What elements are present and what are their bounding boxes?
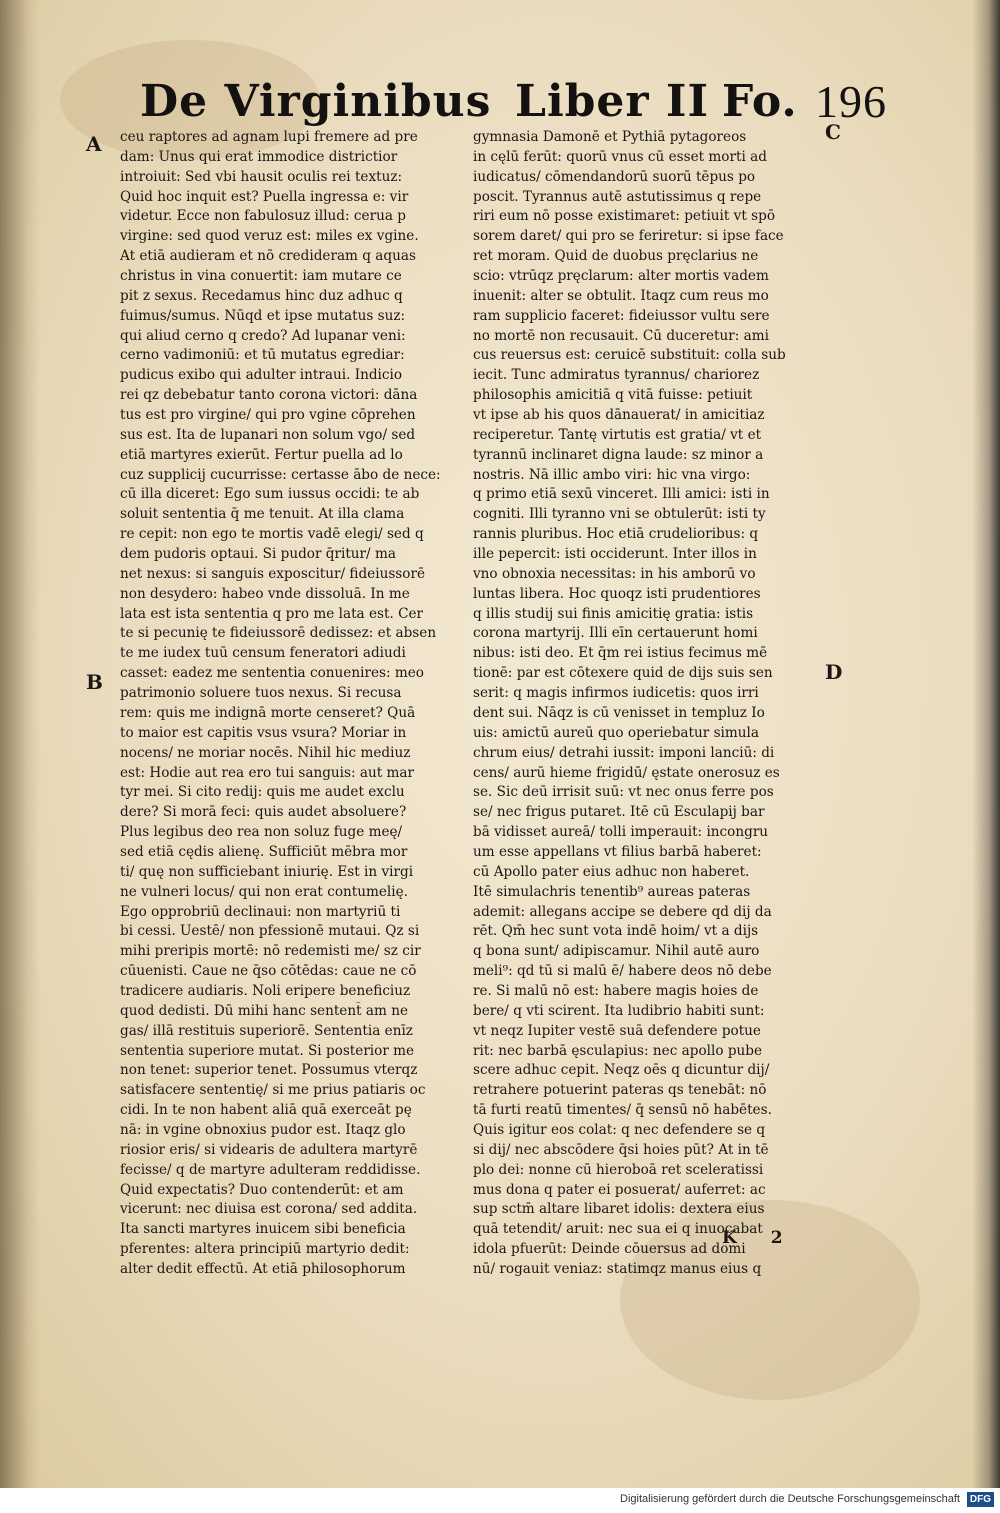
text-line: cū Apollo pater eius adhuc non haberet. — [473, 863, 750, 880]
text-column-left — [120, 128, 470, 1280]
text-line: vicerunt: nec diuisa est corona/ sed addita. — [120, 1201, 418, 1218]
text-line: Quid expectatis? Duo contenderūt: et am — [120, 1181, 404, 1198]
text-line: sententia superiore mutat. Si posterior me — [120, 1042, 415, 1059]
header-title: De Virginibus — [140, 76, 492, 127]
text-line: gymnasia Damonē et Pythiā pytagoreos — [473, 129, 747, 145]
header-folio-number: 196 — [815, 76, 887, 127]
text-line: re. Si malū nō est: habere magis hoies de — [473, 982, 759, 999]
text-line: soluit sententia q̄ me tenuit. At illa clama — [120, 506, 405, 523]
text-line: cerno vadimoniū: et tū mutatus egrediar: — [120, 347, 405, 364]
text-line: pferentes: altera principiū martyrio dedit: — [120, 1241, 410, 1258]
text-line: dere? Si morā feci: quis audet absoluere? — [120, 804, 407, 821]
text-line: dam: Unus qui erat immodice districtior — [120, 148, 398, 165]
text-line: casset: eadez me sententia conuenires: meo — [120, 665, 424, 682]
section-marker-d: D — [825, 660, 843, 684]
text-line: riosior eris/ si videaris de adultera martyrē — [120, 1141, 418, 1158]
text-line: pudicus exibo qui adulter intraui. Indicio — [120, 367, 403, 384]
text-line: rem: quis me indignā morte censeret? Quā — [120, 704, 416, 721]
text-line: serit: q magis infirmos iudicetis: quos irri — [473, 685, 759, 702]
text-line: scere adhuc cepit. Neqz oēs q dicuntur dij/ — [473, 1062, 770, 1079]
text-line: ceu raptores ad agnam lupi fremere ad pre — [120, 129, 418, 145]
text-line: scio: vtrūqz pręclarum: alter mortis vadem — [473, 268, 769, 285]
text-line: gas/ illā restituis superiorē. Sententia enīz — [120, 1022, 413, 1039]
text-line: mihi preripis mortē: nō redemisti me/ sz cir — [120, 943, 421, 960]
text-line: vt ipse ab his quos dānauerat/ in amicitiaz — [473, 407, 765, 424]
text-line: re cepit: non ego te mortis vadē elegi/ sed q — [120, 526, 424, 543]
text-line: qui aliud cerno q credo? Ad lupanar veni: — [120, 327, 406, 344]
text-line: nibus: isti deo. Et q̄m rei istius fecimus mē — [473, 645, 768, 662]
text-line: tyr mei. Si cito redij: quis me audet exclu — [120, 784, 405, 801]
text-line: etiā martyres exierūt. Fertur puella ad lo — [120, 446, 403, 463]
text-line: introiuit: Sed vbi hausit oculis rei textuz: — [120, 168, 403, 185]
signature-mark: K 2 — [722, 1228, 797, 1248]
text-line: ram supplicio faceret: fideiussor vultu sere — [473, 307, 770, 324]
text-line: Quis igitur eos colat: q nec defendere se q — [473, 1121, 766, 1138]
text-line: satisfacere sententię/ si me prius patiaris oc — [120, 1082, 426, 1099]
text-line: cens/ aurū hieme frigidū/ ęstate onerosuz es — [473, 764, 780, 781]
text-line: est: Hodie aut rea ero tui sanguis: aut mar — [120, 764, 415, 781]
text-line: sorem daret/ qui pro se feriretur: si ipse face — [473, 228, 784, 245]
text-line: tionē: par est cōtexere quid de dijs suis sen — [473, 665, 773, 682]
text-line: corona martyrij. Illi eīn certauerunt homi — [473, 625, 758, 642]
text-line: tyrannū inclinaret digna laude: sz minor a — [473, 446, 764, 463]
text-line: ille pepercit: isti occiderunt. Inter illos in — [473, 546, 757, 563]
text-line: quod dedisti. Dū mihi hanc sentent̄ am ne — [120, 1002, 409, 1019]
text-line: virgine: sed quod veruz est: miles ex vgine. — [120, 228, 419, 245]
text-line: bā vidisset aureā/ tolli imperauit: incongru — [473, 824, 769, 841]
text-line: uis: amictū aureū quo operiebatur simula — [473, 724, 759, 741]
text-line: dem pudoris optaui. Si pudor q̄ritur/ ma — [120, 546, 396, 563]
text-line: dent sui. Nāqz is cū venisset in templuz Io — [473, 704, 765, 721]
text-line: pit z sexus. Recedamus hinc duz adhuc q — [120, 287, 403, 304]
text-line: meli⁹: qd tū si malū ē/ habere deos nō debe — [473, 963, 772, 980]
text-line: te me iudex tuū censum feneratori adiudi — [120, 645, 406, 662]
text-line: iudicatus/ cōmendandorū suorū tēpus po — [473, 168, 756, 185]
text-line: idola pfuerūt: Deinde cōuersus ad domi — [473, 1241, 746, 1258]
text-line: inuenit: alter se obtulit. Itaqz cum reus mo — [473, 287, 769, 304]
text-line: At etiā audieram et nō credideram q aquas — [120, 248, 416, 265]
header-folio-label: Fo. — [722, 76, 798, 127]
section-marker-b: B — [86, 670, 103, 694]
text-line: q illis studij sui finis amicitię gratia: istis — [473, 605, 754, 622]
text-line: sup sctm̄ altare libaret idolis: dextera eius — [473, 1201, 765, 1218]
text-line: chrum eius/ detrahi iussit: imponi lanciū: di — [473, 744, 775, 761]
header-liber: Liber II — [515, 76, 710, 127]
text-line: bere/ q vti scirent. Ita ludibrio habiti sunt: — [473, 1002, 765, 1019]
text-line: cidi. In te non habent aliā quā exerceāt pę — [120, 1102, 412, 1119]
text-line: quā tetendit/ aruit: nec sua ei q inuocabat — [473, 1221, 763, 1238]
text-line: rei qz debebatur tanto corona victori: dāna — [120, 387, 418, 404]
text-line: in cęlū ferūt: quorū vnus cū esset morti ad — [473, 148, 767, 165]
text-line: cus reuersus est: ceruicē substituit: colla sub — [473, 347, 786, 364]
text-line: vt neqz Iupiter vestē suā defendere potue — [473, 1022, 761, 1039]
text-line: um esse appellans vt filius barbā haberet: — [473, 843, 762, 860]
text-line: rannis pluribus. Hoc etiā crudelioribus: q — [473, 526, 759, 543]
text-line: sed etiā cędis alienę. Sufficiūt mēbra mor — [120, 843, 408, 860]
text-line: te si pecunię te fideiussorē dedissez: et absen — [120, 625, 437, 642]
text-line: riri eum nō posse existimaret: petiuit vt spō — [473, 208, 776, 225]
text-line: retrahere potuerint pateras qs tenebāt: nō — [473, 1082, 767, 1099]
text-line: christus in vina conuertit: iam mutare ce — [120, 268, 402, 285]
section-marker-c: C — [825, 120, 841, 144]
funding-credit: Digitalisierung gefördert durch die Deutsche Forschungsgemeinschaft — [620, 1493, 960, 1505]
text-line: se/ nec frigus putaret. Itē cū Esculapij bar — [473, 804, 765, 821]
text-line: nā: in vgine obnoxius pudor est. Itaqz glo — [120, 1121, 406, 1138]
text-line: tus est pro virgine/ qui pro vgine cōprehen — [120, 407, 416, 424]
text-line: cū illa diceret: Ego sum iussus occidi: te ab — [120, 486, 420, 503]
text-line: iecit. Tunc admiratus tyrannus/ chariorez — [473, 367, 760, 384]
text-line: fecisse/ q de martyre adulteram reddidisse. — [120, 1161, 421, 1178]
text-line: patrimonio soluere tuos nexus. Si recusa — [120, 685, 402, 702]
text-line: sus est. Ita de lupanari non solum vgo/ sed — [120, 426, 416, 443]
text-line: luntas libera. Hoc quoqz isti prudentiores — [473, 585, 761, 602]
text-line: fuimus/sumus. Nūqd et ipse mutatus suz: — [120, 307, 406, 324]
text-line: philosophis amicitiā q vitā fuisse: petiuit — [473, 387, 753, 404]
text-line: lata est ista sententia q pro me lata est. Cer — [120, 605, 424, 622]
text-line: cogniti. Illi tyranno vni se obtulerūt: isti ty — [473, 506, 766, 523]
text-line: q primo etiā sexū vinceret. Illi amici: isti in — [473, 486, 770, 503]
text-line: tradicere audiaris. Noli eripere beneficiuz — [120, 982, 411, 999]
text-line: nocens/ ne moriar nocēs. Nihil hic mediuz — [120, 744, 411, 761]
text-line: plo dei: nonne cū hieroboā ret sceleratissi — [473, 1161, 764, 1178]
gutter-shadow — [0, 0, 40, 1488]
text-line: poscit. Tyrannus autē astutissimus q repe — [473, 188, 762, 205]
text-line: Ego opprobriū declinaui: non martyriū ti — [120, 903, 401, 920]
text-line: q bona sunt/ adipiscamur. Nihil autē auro — [473, 943, 760, 960]
text-line: ret moram. Quid de duobus pręclarius ne — [473, 248, 759, 265]
text-line: Plus legibus deo rea non soluz fuge meę/ — [120, 824, 403, 841]
text-line: se. Sic deū irrisit suū: vt nec onus ferre pos — [473, 784, 774, 801]
text-line: Itē simulachris tenentib⁹ aureas pateras — [473, 883, 751, 900]
section-marker-a: A — [86, 132, 102, 156]
text-line: net nexus: si sanguis exposcitur/ fideiussorē — [120, 565, 426, 582]
text-line: nostris. Nā illic ambo viri: hic vna virgo: — [473, 466, 751, 483]
text-line: vno obnoxia necessitas: in his amborū vo — [473, 565, 756, 582]
text-line: to maior est capitis vsus vsura? Moriar in — [120, 724, 407, 741]
text-column-right — [473, 128, 823, 1280]
text-line: ne vulneri locus/ qui non erat contumelię. — [120, 883, 408, 900]
text-line: cūuenisti. Caue ne q̄so cōtēdas: caue ne cō — [120, 963, 417, 980]
footer-bar — [0, 1488, 1000, 1513]
text-line: videtur. Ecce non fabulosuz illud: cerua p — [120, 208, 406, 225]
text-line: Quid hoc inquit est? Puella ingressa e: vir — [120, 188, 409, 205]
text-line: cuz supplicij cucurrisse: certasse ābo de nece: — [120, 466, 441, 483]
text-line: non desydero: habeo vnde dissoluā. In me — [120, 585, 410, 602]
page-edge-shadow — [972, 0, 1000, 1488]
text-line: alter dedit effectū. At etiā philosophorum — [120, 1260, 406, 1277]
text-line: tā furti reatū timentes/ q̄ sensū nō habētes. — [473, 1102, 772, 1119]
text-line: nū/ rogauit veniaz: statimqz manus eius q — [473, 1260, 762, 1277]
text-line: ademit: allegans accipe se debere qd dij da — [473, 903, 772, 920]
text-line: rēt. Qm̄ hec sunt vota indē hoim/ vt a dijs — [473, 923, 759, 940]
text-line: ti/ quę non sufficiebant iniurię. Est in virgi — [120, 863, 414, 880]
text-line: bi cessi. Uestē/ non pfessionē mutaui. Qz si — [120, 923, 420, 940]
text-line: non tenet: superior tenet. Possumus vterqz — [120, 1062, 418, 1079]
text-line: rit: nec barbā ęsculapius: nec apollo pube — [473, 1042, 763, 1059]
text-line: si dij/ nec abscōdere q̄si hoies pūt? At in tē — [473, 1141, 769, 1158]
dfg-logo: DFG — [967, 1492, 994, 1507]
text-line: Ita sancti martyres inuicem sibi beneficia — [120, 1221, 406, 1238]
text-line: no mortē non recusauit. Cū duceretur: ami — [473, 327, 769, 344]
text-line: reciperetur. Tantę virtutis est gratia/ vt et — [473, 426, 762, 443]
text-line: mus dona q pater ei posuerat/ auferret: ac — [473, 1181, 766, 1198]
